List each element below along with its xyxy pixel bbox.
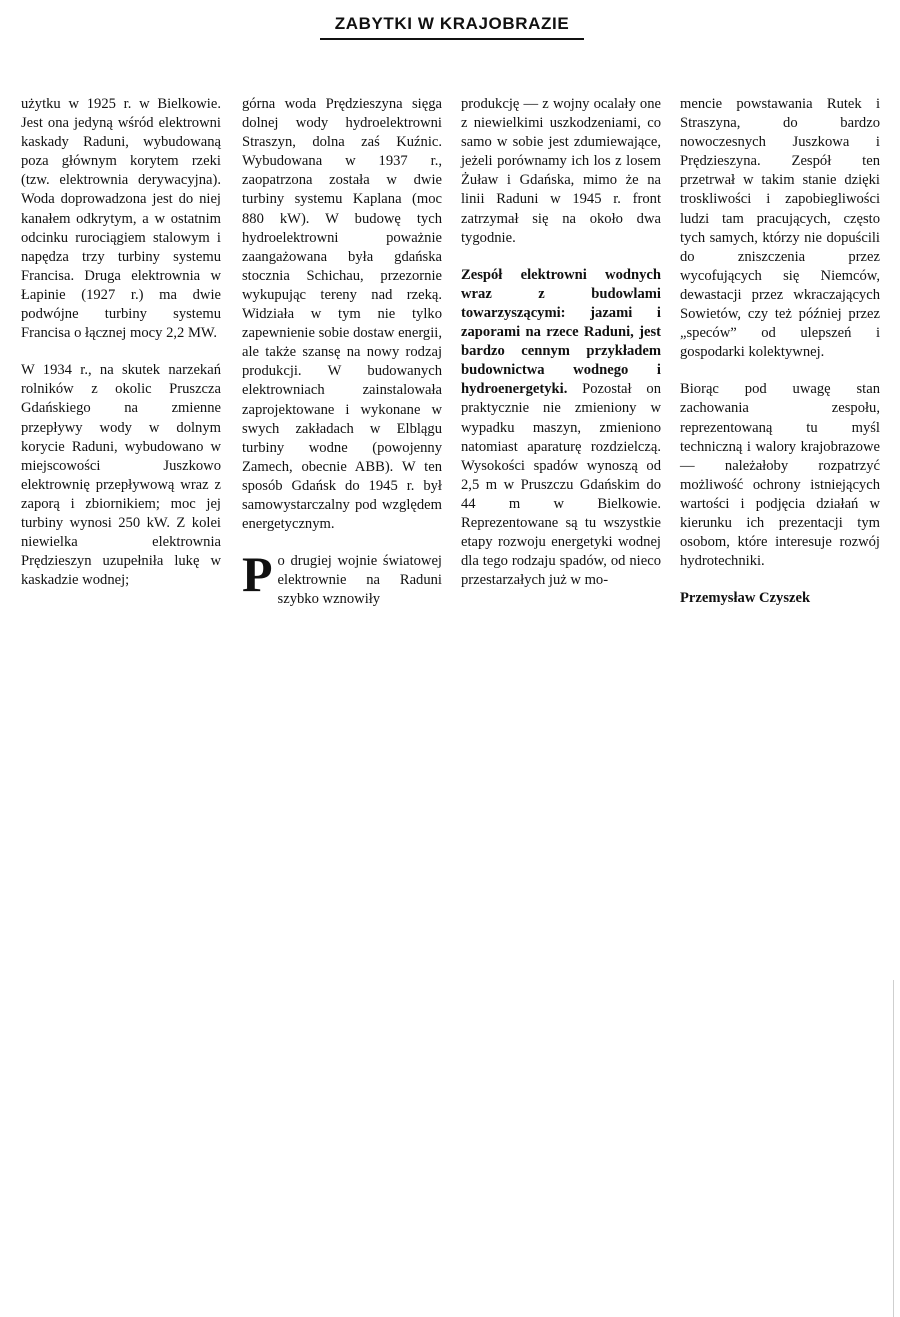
text-column-4 xyxy=(680,95,880,626)
text-column-1 xyxy=(21,95,221,608)
column-4-paragraph-1: mencie powstawania Rutek i Straszyna, do bardzo nowoczesnych Juszkowa i Prędzieszyna. Zespół ten przetrwał w takim stanie dzięki troskliwości i zapobiegliwości ludzi tam pracujących, często tych samych, którzy nie dopuścili do zniszczenia przez wycofujących się Niemców, dewastacji przez wkraczających Sowietów, czy też później przez „speców” od ulepszeń i gospodarki kolektywnej. xyxy=(680,96,880,361)
column-3-paragraph-2-text: Pozostał on praktycznie nie zmieniony w wypadku maszyn, zmieniono natomiast aparaturę rozdzielczą. Wysokości spadów wynoszą od 2,5 m w Pruszczu Gdańskim do 44 m w Bielkowie. Reprezentowane są tu wszystkie etapy rozwoju energetyki wodnej dla tego rodzaju spadów, od nieco przestarzałych już w mo- xyxy=(461,381,661,589)
section-title-underline xyxy=(320,38,584,40)
column-3-paragraph-2 xyxy=(461,266,661,591)
author-signature: Przemysław Czyszek xyxy=(680,590,811,607)
highlighted-statement: Zespół elektrowni wodnych wraz z budowlami towarzyszącymi: jazami i zaporami na rzece Raduni, jest bardzo cennym przykładem budownictwa wodnego i hydroenergetyki. xyxy=(461,266,661,398)
text-column-2 xyxy=(242,95,442,627)
column-2-paragraph-1: górna woda Prędzieszyna sięga dolnej wody hydroelektrowni Straszyn, dolna zaś Kuźnic. Wybudowana w 1937 r., zaopatrzona została w dwie turbiny systemu Kaplana (moc 880 kW). W budowę tych hydroelektrowni poważnie zaangażowana była gdańska stocznia Schichau, przezornie wykupując tereny nad rzeką. Widziała w tym nie tylko zapewnienie sobie dostaw energii, ale także szansę na nowy rodzaj produkcji. W budowanych elektrowniach zainstalowała zaprojektowane i wykonane w swych zakładach w Elblągu turbiny wodne (powojenny Zamech, obecnie ABB). W ten sposób Gdańsk do 1945 r. był samowystarczalny pod względem energetycznym. xyxy=(242,96,442,533)
column-1-paragraph-1: użytku w 1925 r. w Bielkowie. Jest ona jedyną wśród elektrowni kaskady Raduni, wybudowaną poza głównym korytem rzeki (tzw. elektrownia derywacyjna). Woda doprowadzona jest do niej kanałem odkrytym, a w ostatnim odcinku rurociągiem stalowym i napędza trzy turbiny systemu Francisa. Druga elektrownia w Łapinie (1927 r.) ma dwie podwójne turbiny systemu Francisa o łącznej mocy 2,2 MW. xyxy=(21,96,221,342)
column-2-paragraph-2 xyxy=(242,546,442,609)
section-title: ZABYTKI W KRAJOBRAZIE xyxy=(334,14,570,33)
column-3-paragraph-1: produkcję — z wojny ocalały one z niewielkimi uszkodzeniami, co samo w sobie jest zdumiewające, jeżeli porównamy ich los z losem Żuław i Gdańska, mimo że na linii Raduni w 1945 r. front zatrzymał się na około dwa tygodnie. xyxy=(461,96,661,246)
column-2-paragraph-2-text: o drugiej wojnie światowej elektrownie na Raduni szybko wznowiły xyxy=(277,553,442,608)
column-1-paragraph-2: W 1934 r., na skutek narzekań rolników z okolic Pruszcza Gdańskiego na zmienne przepływy wody w dolnym korycie Raduni, wybudowano w miejscowości Juszkowo elektrownię przepływową wraz z zaporą i zbiornikiem; moc jej turbiny wynosi 250 kW. Z kolei niewielka elektrownia Prędzieszyn uzupełniła lukę w kaskadzie wodnej; xyxy=(21,362,221,589)
column-4-paragraph-2: Biorąc pod uwagę stan zachowania zespołu, reprezentowaną tu myśl techniczną i walory krajobrazowe — należałoby rozpatrzyć możliwość ochrony istniejących wartości i podjęcia działań w kierunku ich prezentacji tym osobom, które interesuje rozwój hydrotechniki. xyxy=(680,381,880,570)
scan-edge-line xyxy=(893,980,894,1317)
drop-cap: P xyxy=(242,546,273,603)
section-header xyxy=(318,14,586,34)
text-column-3 xyxy=(461,95,661,608)
